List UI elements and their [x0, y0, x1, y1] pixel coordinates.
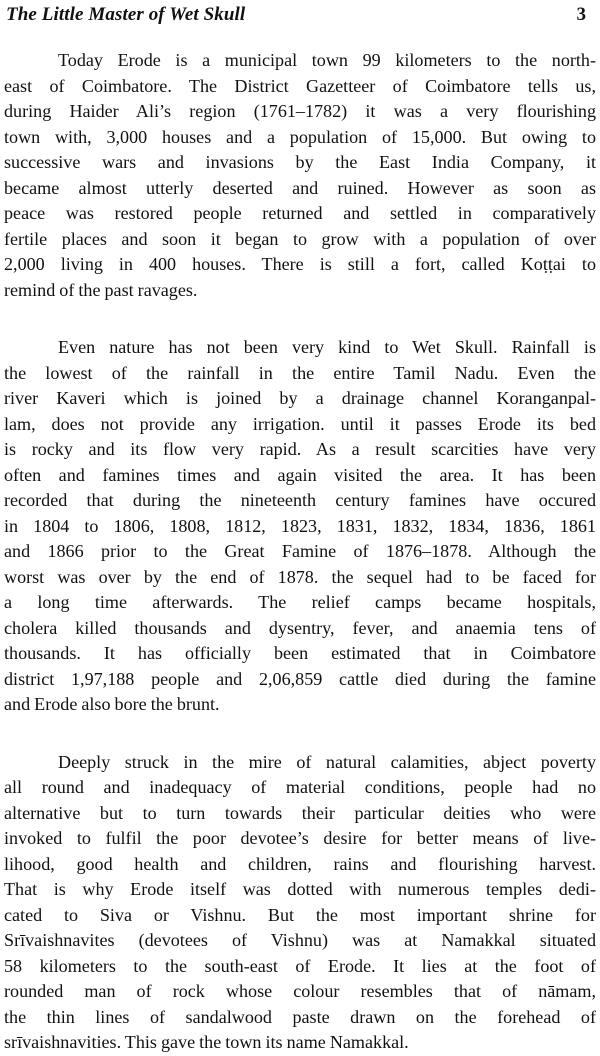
text-line: thousands. It has officially been estimated that in Coimbatore: [4, 643, 596, 663]
text-line: Even nature has not been very kind to Wet Skull. Rainfall is: [58, 337, 596, 357]
text-line: alternative but to turn towards their particular deities who were: [4, 802, 596, 823]
text-line: worst was over by the end of 1878. the sequel had to be faced for: [4, 566, 596, 587]
text-line: Today Erode is a municipal town 99 kilometers to the north-: [58, 50, 596, 70]
paragraph-1: [4, 48, 596, 303]
text-line: cholera killed thousands and dysentry, fever, and anaemia tens of: [4, 617, 596, 638]
text-line: 2,000 living in 400 houses. There is still a fort, called Koṭṭai to: [4, 254, 596, 274]
text-line: town with, 3,000 houses and a population of 15,000. But owing to: [4, 126, 596, 147]
text-line: during Haider Ali’s region (1761–1782) it was a very flourishing: [4, 101, 596, 121]
body-text: [4, 48, 596, 1056]
text-line: Deeply struck in the mire of natural calamities, abject poverty: [58, 751, 596, 772]
text-line: 58 kilometers to the south-east of Erode. It lies at the foot of: [4, 955, 596, 976]
paragraph-2: [4, 335, 596, 718]
text-line: district 1,97,188 people and 2,06,859 cattle died during the famine: [4, 668, 596, 689]
running-title: The Little Master of Wet Skull: [6, 4, 246, 25]
text-line: and Erode also bore the brunt.: [4, 694, 220, 714]
text-line: srīvaishnavities. This gave the town its name Namakkal.: [4, 1032, 409, 1052]
text-line: often and famines times and again visited the area. It has been: [4, 464, 596, 485]
text-line: recorded that during the nineteenth century famines have occured: [4, 490, 596, 510]
text-line: east of Coimbatore. The District Gazetteer of Coimbatore tells us,: [4, 75, 596, 96]
text-line: is rocky and its flow very rapid. As a result scarcities have very: [4, 439, 596, 459]
text-line: fertile places and soon it began to grow with a population of over: [4, 228, 596, 249]
text-line: successive wars and invasions by the East India Company, it: [4, 152, 596, 172]
text-line: lihood, good health and children, rains and flourishing harvest.: [4, 853, 596, 874]
text-line: became almost utterly deserted and ruined. However as soon as: [4, 177, 596, 198]
text-line: remind of the past ravages.: [4, 279, 198, 300]
text-line: the lowest of the rainfall in the entire Tamil Nadu. Even the: [4, 362, 596, 383]
text-line: the thin lines of sandalwood paste drawn on the forehead of: [4, 1006, 596, 1027]
text-line: Srīvaishnavites (devotees of Vishnu) was at Namakkal situated: [4, 930, 596, 950]
text-line: lam, does not provide any irrigation. until it passes Erode its bed: [4, 413, 596, 434]
text-line: and 1866 prior to the Great Famine of 1876–1878. Although the: [4, 541, 596, 561]
text-line: That is why Erode itself was dotted with numerous temples dedi-: [4, 879, 596, 899]
text-line: cated to Siva or Vishnu. But the most important shrine for: [4, 904, 596, 925]
text-line: all round and inadequacy of material conditions, people had no: [4, 777, 596, 797]
text-line: river Kaveri which is joined by a drainage channel Koranganpal-: [4, 388, 596, 408]
text-line: a long time afterwards. The relief camps became hospitals,: [4, 592, 596, 612]
text-line: invoked to fulfil the poor devotee’s desire for better means of live-: [4, 828, 596, 848]
text-line: peace was restored people returned and settled in comparatively: [4, 203, 596, 223]
page-number: 3: [576, 4, 586, 25]
text-line: in 1804 to 1806, 1808, 1812, 1823, 1831, 1832, 1834, 1836, 1861: [4, 515, 596, 536]
text-line: rounded man of rock whose colour resembles that of nāmam,: [4, 981, 596, 1001]
